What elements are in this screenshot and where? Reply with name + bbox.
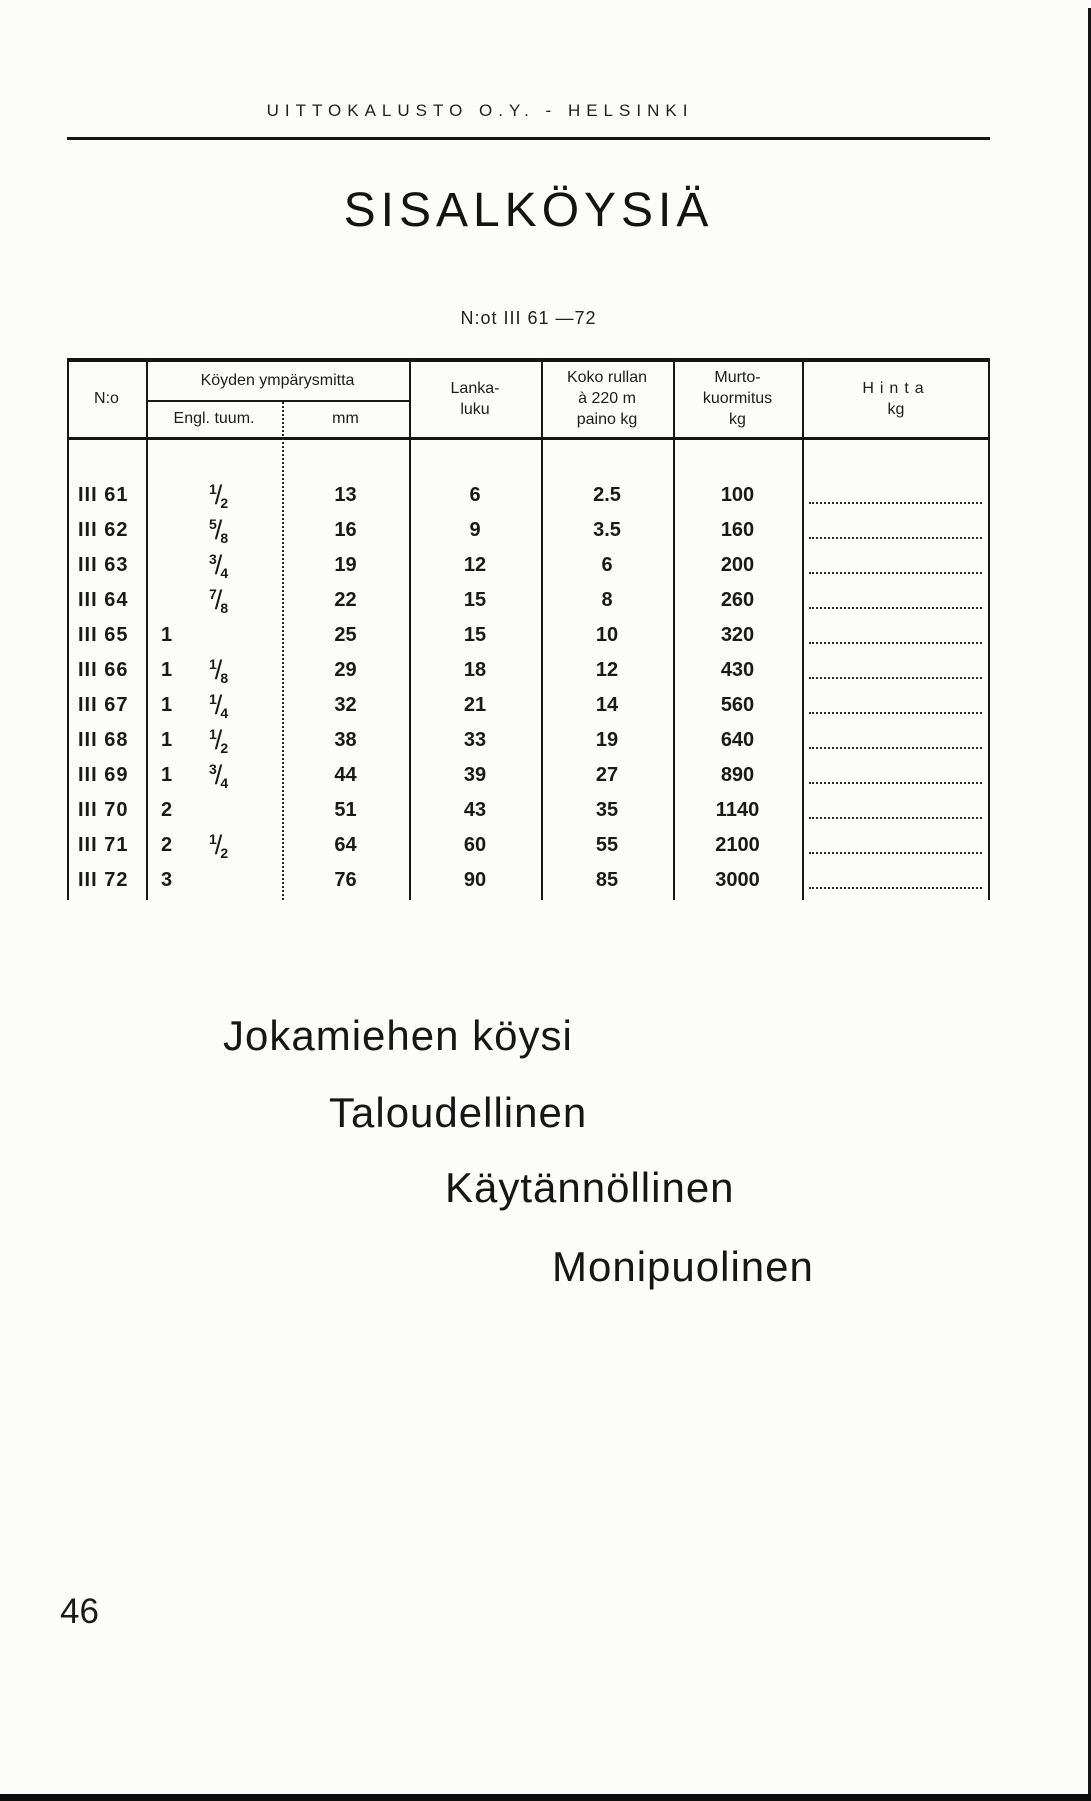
fraction-slash: / bbox=[214, 830, 223, 860]
circumference-mm-cell: 16 bbox=[334, 519, 357, 541]
thread-count-cell: 15 bbox=[463, 624, 487, 646]
circumference-mm-cell: 13 bbox=[334, 484, 357, 506]
price-cell bbox=[802, 863, 990, 898]
price-dotted-line bbox=[809, 887, 982, 889]
circumference-mm-cell: 38 bbox=[334, 729, 357, 751]
price-dotted-line bbox=[809, 817, 982, 819]
price-cell bbox=[802, 758, 990, 793]
fraction bbox=[209, 653, 228, 688]
slogan-line-2: Taloudellinen bbox=[329, 1089, 588, 1136]
whole-number: 1 bbox=[161, 624, 173, 646]
circumference-mm-cell: 32 bbox=[334, 694, 357, 716]
thread-count-cell: 9 bbox=[469, 519, 481, 541]
row-number-cell: III 71 bbox=[78, 834, 129, 856]
breaking-load-cell: 560 bbox=[720, 694, 755, 716]
fraction-numerator: 1 bbox=[209, 480, 217, 497]
price-cell bbox=[802, 828, 990, 863]
thread-count-cell: 18 bbox=[463, 659, 487, 681]
circumference-inch-cell bbox=[146, 828, 282, 863]
table-row bbox=[67, 548, 990, 583]
table-row bbox=[67, 513, 990, 548]
fraction-slash: / bbox=[214, 585, 223, 615]
circumference-mm-cell: 25 bbox=[334, 624, 357, 646]
fraction bbox=[209, 828, 228, 863]
column-header-mm: mm bbox=[332, 410, 359, 428]
thread-count-cell: 43 bbox=[463, 799, 487, 821]
thread-count-cell: 15 bbox=[463, 589, 487, 611]
breaking-load-cell: 160 bbox=[720, 519, 755, 541]
fraction bbox=[209, 478, 228, 513]
roll-weight-cell: 3.5 bbox=[593, 519, 621, 541]
table-row bbox=[67, 618, 990, 653]
column-header-murto: Murto- kuormitus kg bbox=[702, 369, 773, 428]
fraction-slash: / bbox=[214, 515, 223, 545]
fraction-numerator: 1 bbox=[209, 655, 217, 672]
row-number-cell: III 62 bbox=[78, 519, 129, 541]
row-number-cell: III 64 bbox=[78, 589, 129, 611]
price-cell bbox=[802, 723, 990, 758]
roll-weight-cell: 2.5 bbox=[593, 484, 621, 506]
breaking-load-cell: 2100 bbox=[715, 834, 760, 856]
group-subheaders bbox=[146, 402, 409, 437]
whole-number: 1 bbox=[161, 659, 173, 681]
circumference-mm-cell: 29 bbox=[334, 659, 357, 681]
breaking-load-cell: 890 bbox=[720, 764, 755, 786]
row-number-cell: III 72 bbox=[78, 869, 129, 891]
fraction-numerator: 1 bbox=[209, 690, 217, 707]
column-header-koko: Koko rullan à 220 m paino kg bbox=[566, 369, 648, 428]
price-dotted-line bbox=[809, 642, 982, 644]
thread-count-cell: 33 bbox=[463, 729, 487, 751]
circumference-mm-cell: 76 bbox=[334, 869, 357, 891]
fraction-denominator: 4 bbox=[220, 774, 229, 791]
roll-weight-cell: 8 bbox=[601, 589, 613, 611]
row-number-cell: III 70 bbox=[78, 799, 129, 821]
roll-weight-cell: 10 bbox=[595, 624, 619, 646]
fraction-slash: / bbox=[214, 725, 223, 755]
slogan-line-4: Monipuolinen bbox=[552, 1243, 814, 1290]
roll-weight-cell: 27 bbox=[595, 764, 619, 786]
fraction-numerator: 3 bbox=[209, 760, 217, 777]
fraction-denominator: 8 bbox=[220, 599, 229, 616]
fraction-slash: / bbox=[214, 480, 223, 510]
roll-weight-cell: 85 bbox=[595, 869, 619, 891]
breaking-load-cell: 320 bbox=[720, 624, 755, 646]
fraction bbox=[209, 723, 228, 758]
scan-edge-bottom bbox=[0, 1794, 1091, 1801]
price-cell bbox=[802, 548, 990, 583]
table-body bbox=[67, 440, 990, 898]
fraction-numerator: 1 bbox=[209, 725, 217, 742]
row-number-cell: III 69 bbox=[78, 764, 129, 786]
thread-count-cell: 60 bbox=[463, 834, 487, 856]
table-row bbox=[67, 478, 990, 513]
slogan-line-1: Jokamiehen köysi bbox=[223, 1012, 573, 1059]
row-number-cell: III 65 bbox=[78, 624, 129, 646]
thread-count-cell: 12 bbox=[463, 554, 487, 576]
roll-weight-cell: 12 bbox=[595, 659, 619, 681]
row-number-cell: III 61 bbox=[78, 484, 129, 506]
circumference-mm-cell: 64 bbox=[334, 834, 357, 856]
fraction bbox=[209, 758, 228, 793]
circumference-inch-cell bbox=[146, 723, 282, 758]
price-dotted-line bbox=[809, 677, 982, 679]
fraction bbox=[209, 583, 228, 618]
table-row bbox=[67, 828, 990, 863]
circumference-inch-cell bbox=[146, 513, 282, 548]
page-title: SISALKÖYSIÄ bbox=[343, 184, 714, 237]
table-row bbox=[67, 653, 990, 688]
whole-number: 2 bbox=[161, 834, 173, 856]
thread-count-cell: 21 bbox=[463, 694, 487, 716]
circumference-inch-cell bbox=[146, 799, 282, 822]
header-rule bbox=[67, 137, 990, 140]
price-dotted-line bbox=[809, 607, 982, 609]
whole-number: 1 bbox=[161, 694, 173, 716]
circumference-mm-cell: 44 bbox=[334, 764, 357, 786]
whole-number: 3 bbox=[161, 869, 173, 891]
price-cell bbox=[802, 583, 990, 618]
page-number: 46 bbox=[60, 1592, 99, 1631]
fraction-denominator: 8 bbox=[220, 529, 229, 546]
table-row bbox=[67, 583, 990, 618]
breaking-load-cell: 200 bbox=[720, 554, 755, 576]
row-number-cell: III 63 bbox=[78, 554, 129, 576]
breaking-load-cell: 430 bbox=[720, 659, 755, 681]
table-row bbox=[67, 863, 990, 898]
circumference-inch-cell bbox=[146, 869, 282, 892]
circumference-mm-cell: 51 bbox=[334, 799, 357, 821]
price-dotted-line bbox=[809, 782, 982, 784]
table-header bbox=[67, 362, 990, 437]
row-number-cell: III 67 bbox=[78, 694, 129, 716]
price-dotted-line bbox=[809, 852, 982, 854]
group-title: Köyden ympärysmitta bbox=[146, 362, 409, 402]
circumference-inch-cell bbox=[146, 548, 282, 583]
circumference-mm-cell: 19 bbox=[334, 554, 357, 576]
thread-count-cell: 90 bbox=[463, 869, 487, 891]
price-cell bbox=[802, 513, 990, 548]
column-header-no: N:o bbox=[94, 390, 119, 408]
breaking-load-cell: 100 bbox=[720, 484, 755, 506]
column-header-hinta: Hinta kg bbox=[862, 379, 930, 418]
fraction-numerator: 7 bbox=[209, 585, 217, 602]
table-subtitle: N:ot III 61 —72 bbox=[460, 308, 597, 328]
fraction-numerator: 3 bbox=[209, 550, 217, 567]
fraction-denominator: 2 bbox=[220, 739, 229, 756]
company-header: UITTOKALUSTO O.Y. - HELSINKI bbox=[266, 101, 694, 120]
fraction-slash: / bbox=[214, 690, 223, 720]
circumference-inch-cell bbox=[146, 758, 282, 793]
roll-weight-cell: 19 bbox=[595, 729, 619, 751]
breaking-load-cell: 3000 bbox=[715, 869, 760, 891]
fraction-denominator: 2 bbox=[220, 844, 229, 861]
breaking-load-cell: 260 bbox=[720, 589, 755, 611]
circumference-inch-cell bbox=[146, 478, 282, 513]
circumference-inch-cell bbox=[146, 688, 282, 723]
breaking-load-cell: 1140 bbox=[715, 799, 760, 821]
row-number-cell: III 66 bbox=[78, 659, 129, 681]
fraction bbox=[209, 513, 228, 548]
thread-count-cell: 6 bbox=[469, 484, 481, 506]
roll-weight-cell: 14 bbox=[595, 694, 619, 716]
fraction-slash: / bbox=[214, 655, 223, 685]
thread-count-cell: 39 bbox=[463, 764, 487, 786]
roll-weight-cell: 55 bbox=[595, 834, 619, 856]
table-row bbox=[67, 758, 990, 793]
fraction-denominator: 4 bbox=[220, 564, 229, 581]
price-cell bbox=[802, 793, 990, 828]
table-row bbox=[67, 793, 990, 828]
breaking-load-cell: 640 bbox=[720, 729, 755, 751]
fraction-denominator: 8 bbox=[220, 669, 229, 686]
fraction-denominator: 2 bbox=[220, 494, 229, 511]
table-row bbox=[67, 688, 990, 723]
column-header-engl: Engl. tuum. bbox=[173, 410, 255, 428]
circumference-mm-cell: 22 bbox=[334, 589, 357, 611]
table-row bbox=[67, 723, 990, 758]
fraction-numerator: 1 bbox=[209, 830, 217, 847]
fraction-slash: / bbox=[214, 760, 223, 790]
fraction bbox=[209, 688, 228, 723]
roll-weight-cell: 6 bbox=[601, 554, 613, 576]
fraction-slash: / bbox=[214, 550, 223, 580]
price-dotted-line bbox=[809, 712, 982, 714]
price-dotted-line bbox=[809, 537, 982, 539]
price-dotted-line bbox=[809, 502, 982, 504]
price-cell bbox=[802, 618, 990, 653]
ropes-table bbox=[67, 358, 990, 900]
fraction-denominator: 4 bbox=[220, 704, 229, 721]
slogan-line-3: Käytännöllinen bbox=[445, 1164, 735, 1211]
price-cell bbox=[802, 653, 990, 688]
row-number-cell: III 68 bbox=[78, 729, 129, 751]
whole-number: 2 bbox=[161, 799, 173, 821]
price-cell bbox=[802, 688, 990, 723]
fraction-numerator: 5 bbox=[209, 515, 217, 532]
price-dotted-line bbox=[809, 747, 982, 749]
price-dotted-line bbox=[809, 572, 982, 574]
whole-number: 1 bbox=[161, 764, 173, 786]
column-header-circumference-group bbox=[146, 362, 409, 437]
whole-number: 1 bbox=[161, 729, 173, 751]
roll-weight-cell: 35 bbox=[595, 799, 619, 821]
circumference-inch-cell bbox=[146, 653, 282, 688]
column-header-lanka: Lanka- luku bbox=[450, 379, 500, 418]
price-cell bbox=[802, 478, 990, 513]
fraction bbox=[209, 548, 228, 583]
circumference-inch-cell bbox=[146, 624, 282, 647]
circumference-inch-cell bbox=[146, 583, 282, 618]
